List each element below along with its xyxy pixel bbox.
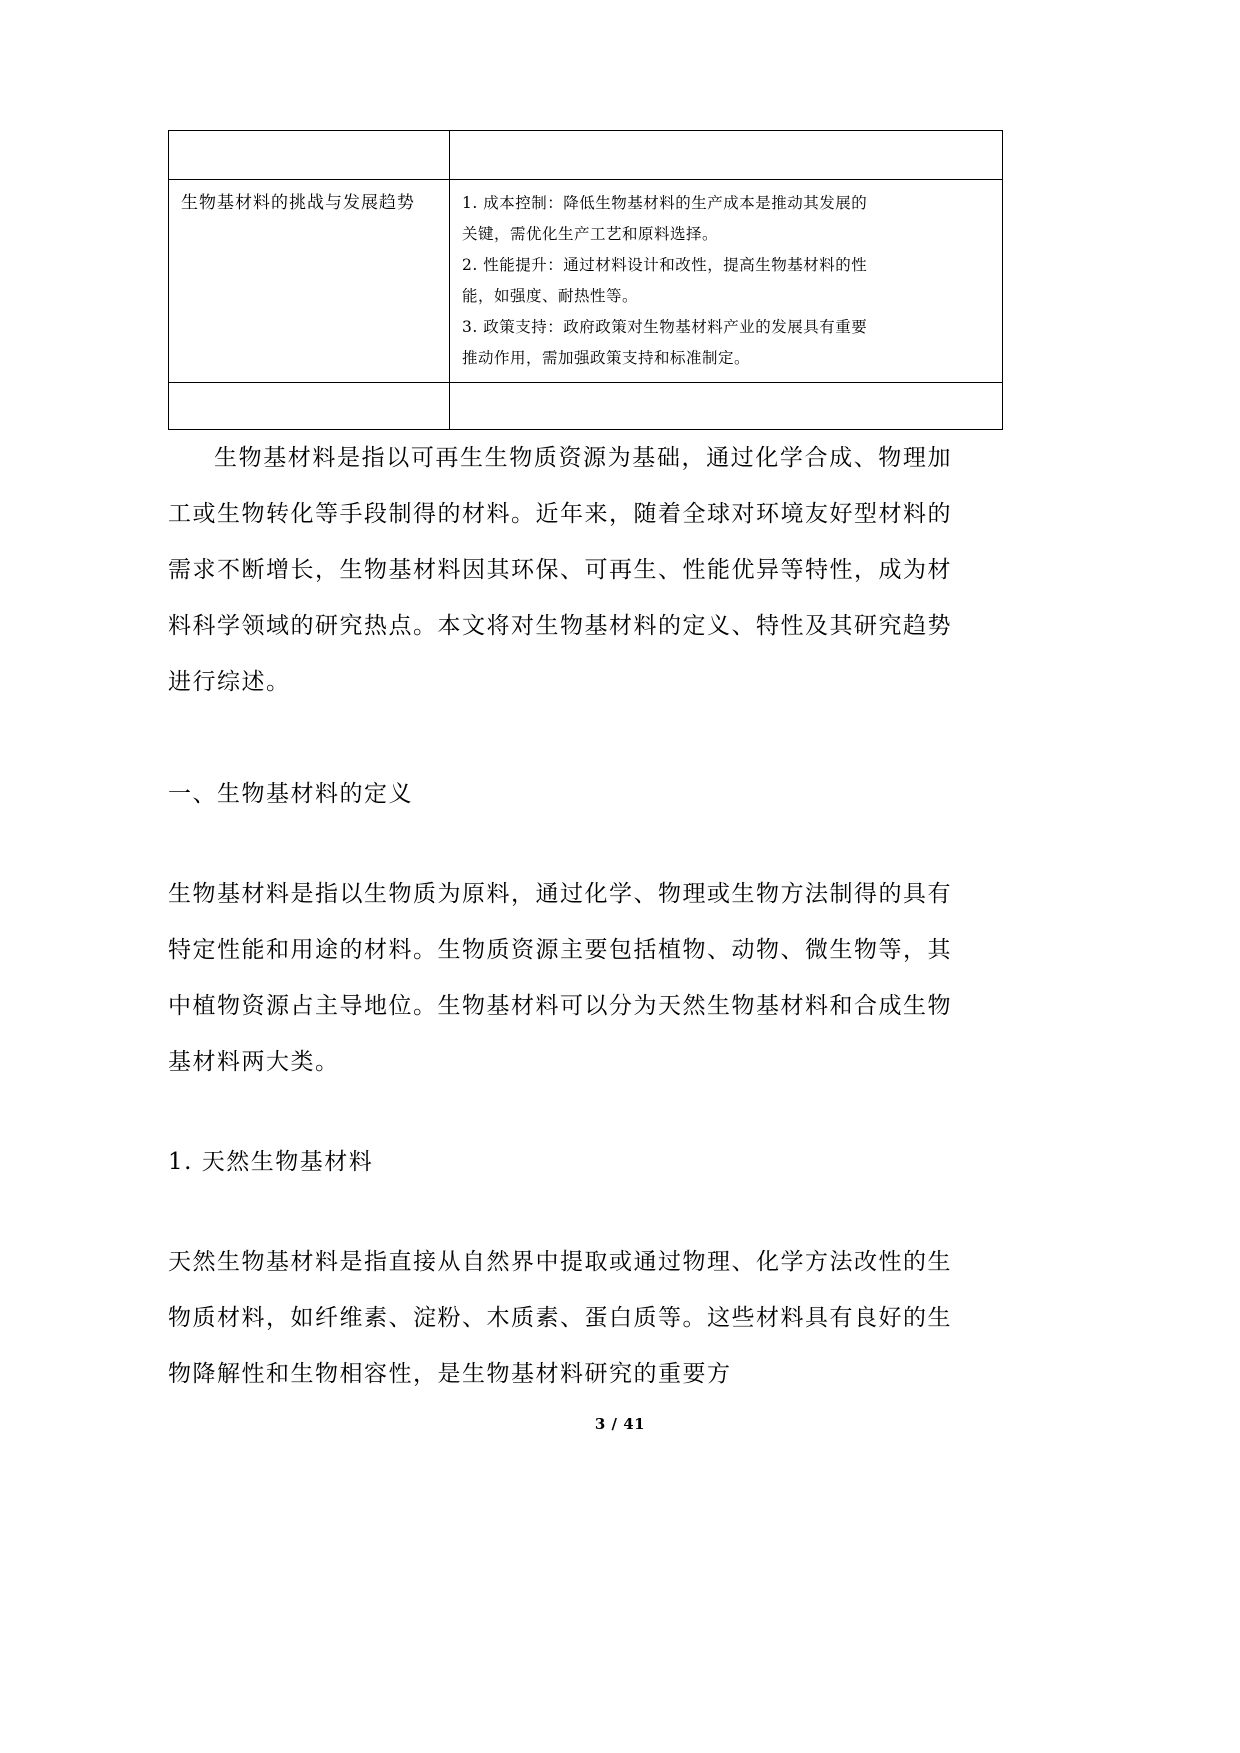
- spacer: [168, 710, 952, 766]
- subsection-1-body: 天然生物基材料是指直接从自然界中提取或通过物理、化学方法改性的生物质材料，如纤维素、淀粉、木质素、蛋白质等。这些材料具有良好的生物降解性和生物相容性，是生物基材料研究的重要方: [168, 1249, 952, 1387]
- challenges-table: [168, 130, 1003, 430]
- spacer: [168, 822, 952, 866]
- subsection-heading-1: 1. 天然生物基材料: [168, 1149, 374, 1175]
- table-row: [169, 131, 1003, 180]
- spacer: [168, 1090, 952, 1134]
- table-cell-empty-left: [169, 131, 450, 180]
- section-heading-1: 一、生物基材料的定义: [168, 781, 413, 807]
- table-cell-empty-right: [450, 131, 1003, 180]
- detail-line-3: 2. 性能提升：通过材料设计和改性，提高生物基材料的性: [462, 256, 868, 274]
- detail-line-5: 3. 政策支持：政府政策对生物基材料产业的发展具有重要: [462, 318, 868, 336]
- detail-line-4: 能，如强度、耐热性等。: [462, 287, 639, 305]
- detail-line-6: 推动作用，需加强政策支持和标准制定。: [462, 349, 751, 367]
- table-cell-details: [450, 180, 1003, 383]
- page-number: 3 / 41: [594, 1415, 646, 1433]
- page-footer: [0, 1415, 1240, 1433]
- page-content: [168, 130, 952, 1402]
- table-row: [169, 383, 1003, 430]
- table-row: [169, 180, 1003, 383]
- topic-label: 生物基材料的挑战与发展趋势: [181, 193, 415, 213]
- spacer: [168, 1190, 952, 1234]
- detail-line-2: 关键，需优化生产工艺和原料选择。: [462, 225, 719, 243]
- intro-paragraph: 生物基材料是指以可再生生物质资源为基础，通过化学合成、物理加工或生物转化等手段制得的材料。近年来，随着全球对环境友好型材料的需求不断增长，生物基材料因其环保、可再生、性能优异等特性，成为材料科学领域的研究热点。本文将对生物基材料的定义、特性及其研究趋势进行综述。: [168, 445, 952, 695]
- table-cell-empty-left-bottom: [169, 383, 450, 430]
- table-cell-topic: [169, 180, 450, 383]
- table-cell-empty-right-bottom: [450, 383, 1003, 430]
- detail-line-1: 1. 成本控制：降低生物基材料的生产成本是推动其发展的: [462, 194, 868, 212]
- section-1-body: 生物基材料是指以生物质为原料，通过化学、物理或生物方法制得的具有特定性能和用途的材料。生物质资源主要包括植物、动物、微生物等，其中植物资源占主导地位。生物基材料可以分为天然生物基材料和合成生物基材料两大类。: [168, 881, 952, 1075]
